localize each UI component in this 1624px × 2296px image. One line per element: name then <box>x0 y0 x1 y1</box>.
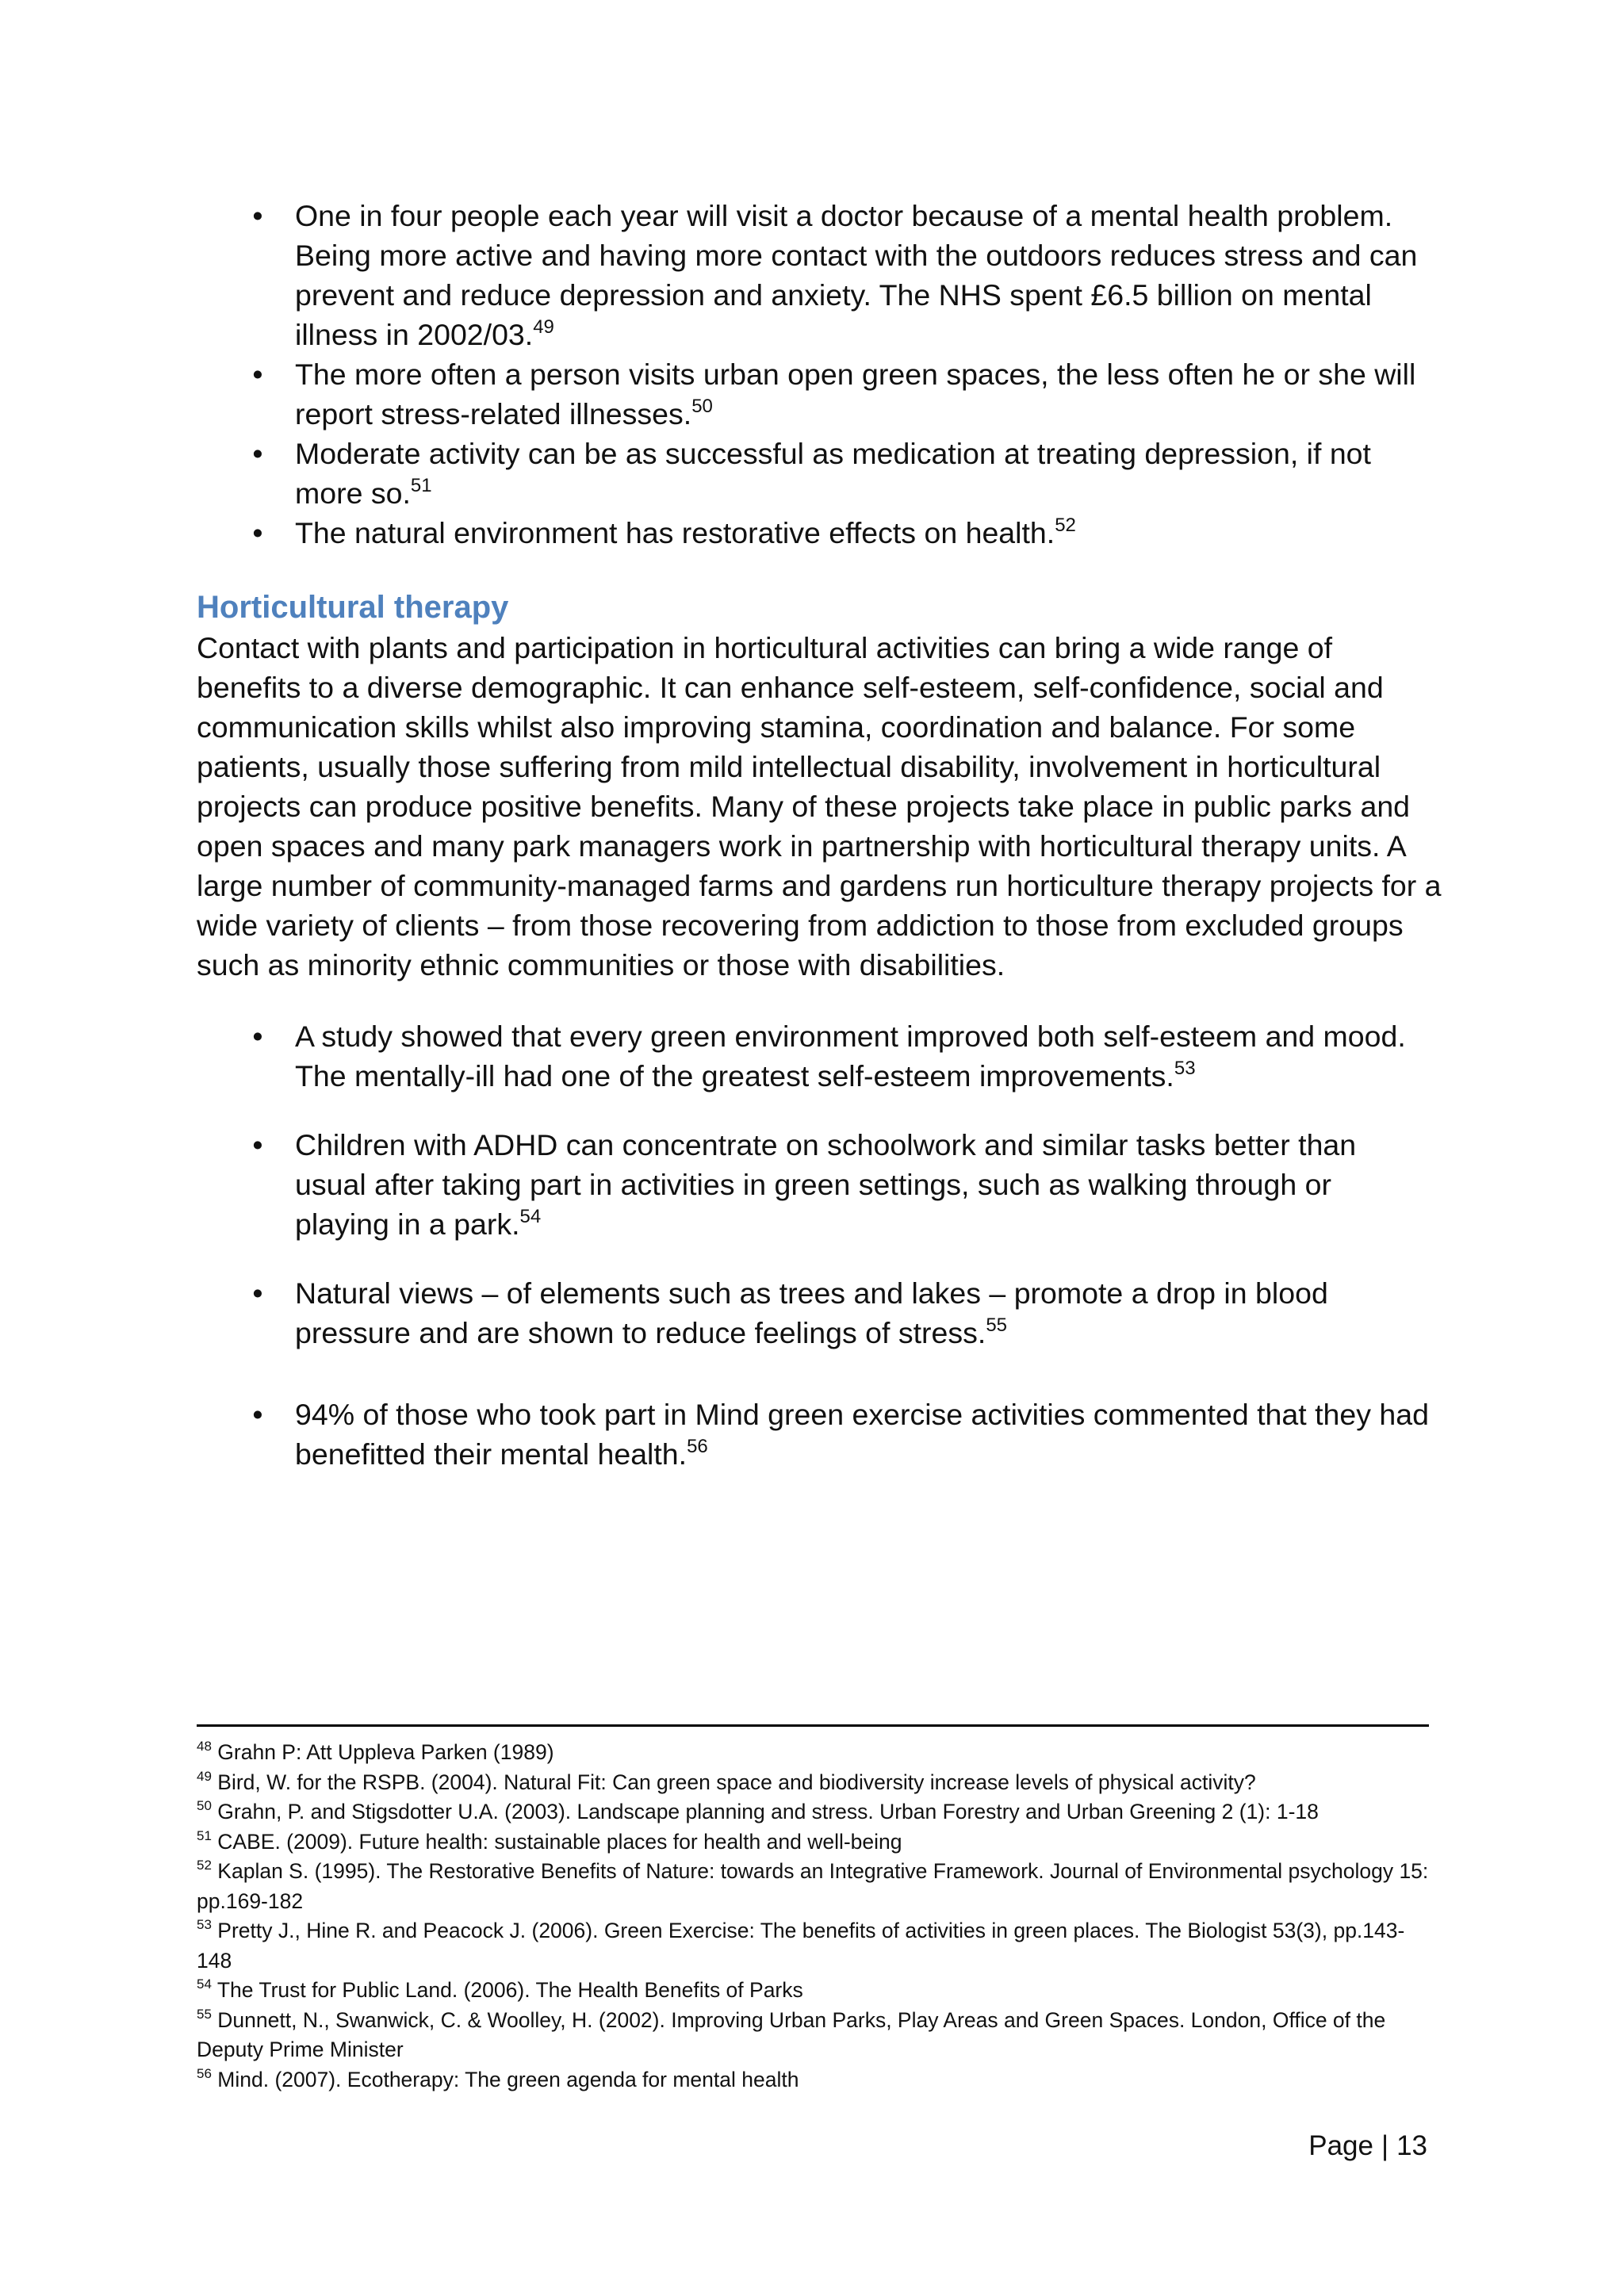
footnote-text: CABE. (2009). Future health: sustainable places for health and well-being <box>217 1829 902 1854</box>
bullet-icon: • <box>252 1398 263 1431</box>
bullet-text: 94% of those who took part in Mind green exercise activities commented that they had benefitted their mental health. <box>295 1398 1429 1471</box>
footnote-text: Grahn, P. and Stigsdotter U.A. (2003). Landscape planning and stress. Urban Forestry and Urban Greening 2 (1): 1-18 <box>217 1800 1319 1823</box>
bullet-text: Moderate activity can be as successful as medication at treating depression, if not more so. <box>295 437 1371 510</box>
bullet-icon: • <box>252 358 263 391</box>
list-item <box>197 196 1434 354</box>
list-item <box>197 434 1434 513</box>
footnote <box>197 2065 1434 2095</box>
footnote <box>197 2006 1434 2065</box>
footnote-ref: 56 <box>687 1436 708 1457</box>
footnote-number: 56 <box>197 2065 212 2081</box>
list-item <box>197 1016 1434 1096</box>
page-footer <box>1308 2130 1427 2163</box>
list-item <box>197 1273 1434 1353</box>
footnote-number: 52 <box>197 1858 212 1873</box>
bullet-icon: • <box>252 1020 263 1053</box>
list-item <box>197 1125 1434 1244</box>
footnote <box>197 1827 1434 1858</box>
footnote-ref: 49 <box>533 316 554 338</box>
footnote <box>197 1976 1434 2006</box>
footnote-number: 51 <box>197 1827 212 1843</box>
page-number: 13 <box>1396 2130 1427 2161</box>
page-label: Page <box>1308 2130 1373 2161</box>
footnote-ref: 53 <box>1174 1058 1196 1079</box>
footnote-text: The Trust for Public Land. (2006). The Health Benefits of Parks <box>216 1978 803 2002</box>
section-heading: Horticultural therapy <box>197 590 509 625</box>
list-item <box>197 1395 1434 1474</box>
page-separator: | <box>1381 2130 1389 2161</box>
footnote-text: Pretty J., Hine R. and Peacock J. (2006). Green Exercise: The benefits of activities in green places. The Biologist 53(3), pp.143-148 <box>197 1919 1405 1973</box>
bullet-text: Children with ADHD can concentrate on schoolwork and similar tasks better than usual after taking part in activities in green settings, such as walking through or playing in a park. <box>295 1128 1357 1241</box>
footnote <box>197 1857 1434 1916</box>
top-bullet-list <box>197 196 1434 553</box>
bullet-text: Natural views – of elements such as trees and lakes – promote a drop in blood pressure and are shown to reduce feelings of stress. <box>295 1276 1328 1349</box>
footnote-text: Dunnett, N., Swanwick, C. & Woolley, H. (2002). Improving Urban Parks, Play Areas and Green Spaces. London, Office of the Deputy Prime Minister <box>197 2007 1386 2061</box>
footnote-text: Mind. (2007). Ecotherapy: The green agenda for mental health <box>217 2067 799 2091</box>
bullet-icon: • <box>252 437 263 470</box>
list-item <box>197 354 1434 434</box>
footnote-ref: 52 <box>1055 515 1076 536</box>
list-item <box>197 513 1434 553</box>
footnote-list <box>197 1738 1434 2095</box>
footnote-number: 48 <box>197 1739 212 1754</box>
footnote <box>197 1738 1434 1768</box>
footnote <box>197 1916 1434 1976</box>
footnote <box>197 1797 1434 1827</box>
footnote-text: Bird, W. for the RSPB. (2004). Natural Fit: Can green space and biodiversity increase levels of physical activity? <box>217 1770 1256 1794</box>
footnote-text: Kaplan S. (1995). The Restorative Benefits of Nature: towards an Integrative Framework. Journal of Environmental psychology 15: pp.169-182 <box>197 1859 1429 1913</box>
bullet-icon: • <box>252 199 263 232</box>
footnote-text: Grahn P: Att Uppleva Parken (1989) <box>217 1740 554 1764</box>
bullet-text: A study showed that every green environment improved both self-esteem and mood. The mentally-ill had one of the greatest self-esteem improvements. <box>295 1020 1406 1093</box>
footnote <box>197 1768 1434 1798</box>
bullet-icon: • <box>252 1276 263 1310</box>
footnote-number: 49 <box>197 1768 212 1784</box>
footnote-number: 53 <box>197 1917 212 1932</box>
bullet-icon: • <box>252 516 263 549</box>
footnote-number: 50 <box>197 1798 212 1813</box>
bullet-icon: • <box>252 1128 263 1161</box>
footnote-number: 54 <box>197 1976 212 1992</box>
footnote-ref: 55 <box>986 1314 1008 1336</box>
bullet-text: The natural environment has restorative effects on health. <box>295 516 1055 549</box>
footnote-ref: 51 <box>410 475 432 496</box>
bullet-text: The more often a person visits urban open green spaces, the less often he or she will report stress-related illnesses. <box>295 358 1416 430</box>
section-paragraph: Contact with plants and participation in horticultural activities can bring a wide range of benefits to a diverse demographic. It can enhance self-esteem, self-confidence, social and communication skills whilst also improving stamina, coordination and balance. For some patients, usually those suffering from mild intellectual disability, involvement in horticultural projects can produce positive benefits. Many of these projects take place in public parks and open spaces and many park managers work in partnership with horticultural therapy units. A large number of community-managed farms and gardens run horticulture therapy projects for a wide variety of clients – from those recovering from addiction to those from excluded groups such as minority ethnic communities or those with disabilities. <box>197 631 1442 982</box>
footnote-divider <box>197 1724 1429 1727</box>
bottom-bullet-list <box>197 1016 1434 1503</box>
footnote-ref: 50 <box>691 396 713 417</box>
bullet-text: One in four people each year will visit a doctor because of a mental health problem. Being more active and having more contact with the outdoors reduces stress and can prevent and reduce depression and anxiety. The NHS spent £6.5 billion on mental illness in 2002/03. <box>295 199 1418 351</box>
footnote-ref: 54 <box>519 1206 542 1227</box>
footnote-number: 55 <box>197 2006 212 2022</box>
